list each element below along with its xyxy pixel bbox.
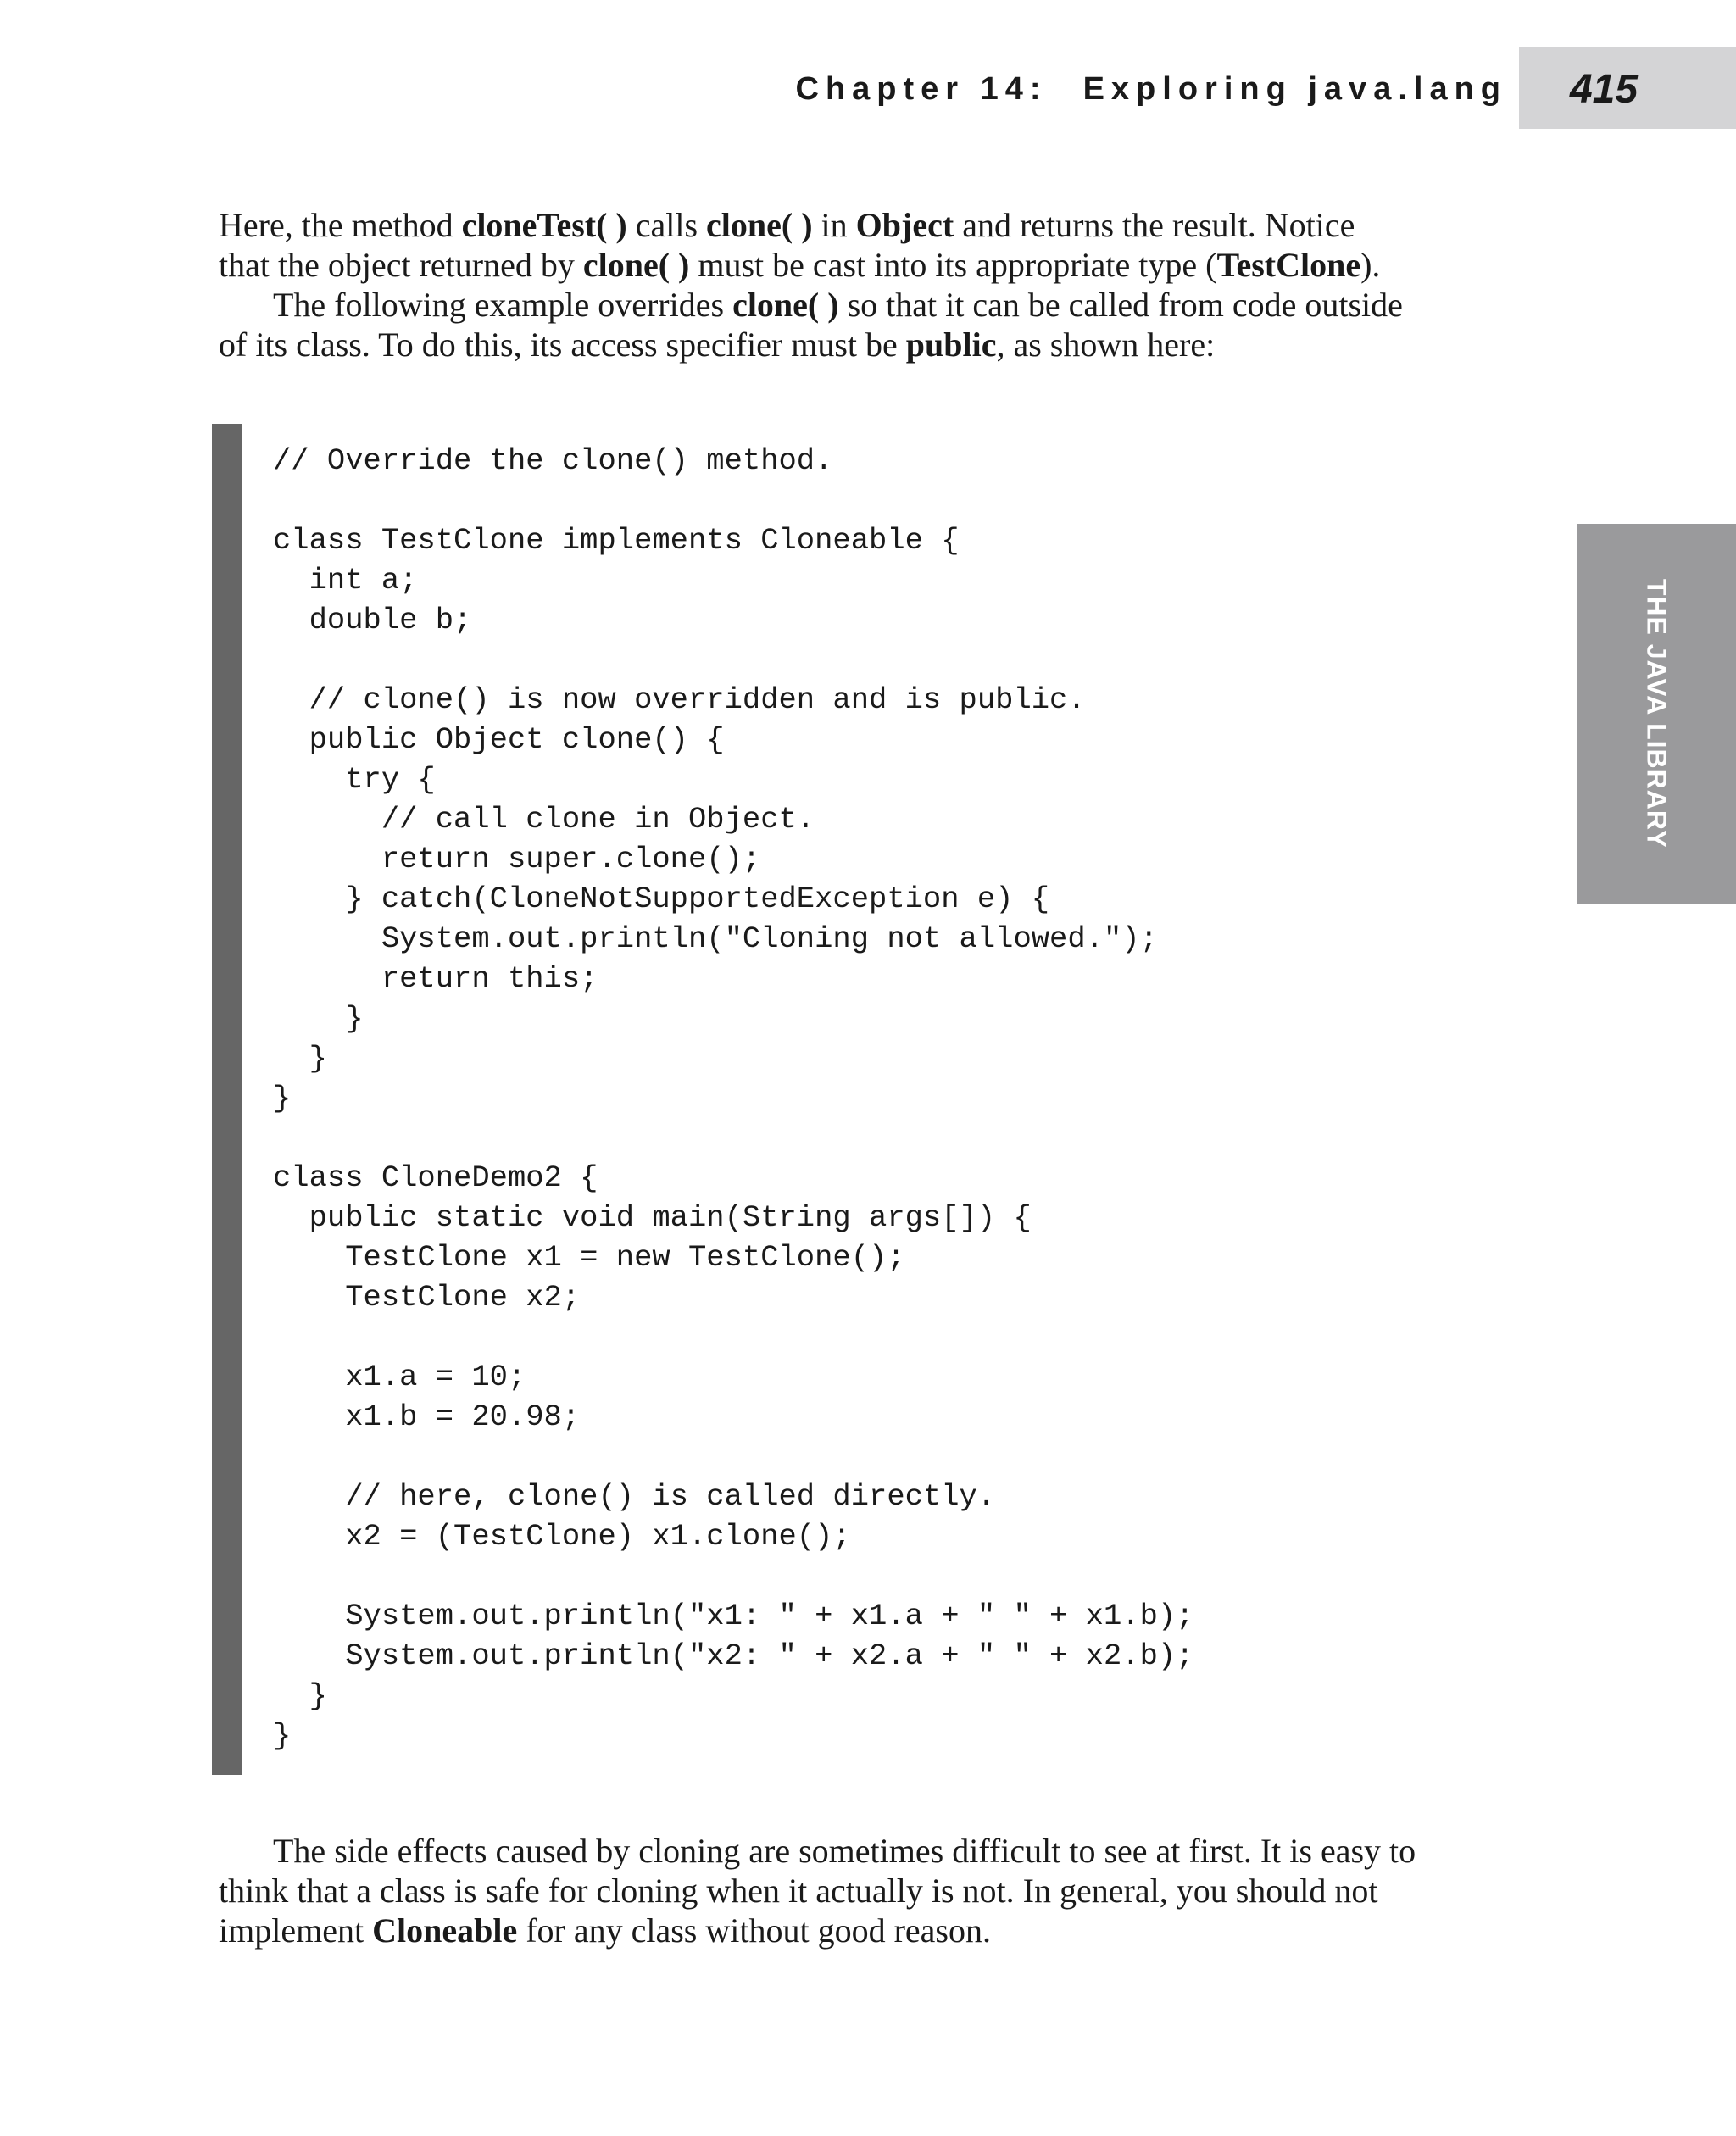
- bold-term: clone( ): [706, 206, 813, 244]
- code-line: public static void main(String args[]) {: [273, 1200, 1032, 1235]
- section-side-tab-label: THE JAVA LIBRARY: [1641, 578, 1672, 849]
- section-side-tab: [1577, 524, 1736, 904]
- code-line: System.out.println("x1: " + x1.a + " " + x1.b);: [273, 1599, 1194, 1633]
- intro-line-3: [219, 285, 1524, 325]
- code-line: public Object clone() {: [273, 722, 725, 757]
- code-line: System.out.println("x2: " + x2.a + " " + x2.b);: [273, 1638, 1194, 1673]
- code-line: }: [273, 1001, 364, 1036]
- code-line: int a;: [273, 563, 418, 598]
- page-number-box: [1519, 47, 1736, 129]
- intro-line-2: [219, 245, 1524, 285]
- text-run: implement: [219, 1911, 373, 1950]
- code-line: x2 = (TestClone) x1.clone();: [273, 1519, 851, 1554]
- code-line: System.out.println("Cloning not allowed.");: [273, 921, 1158, 956]
- bold-term: clone( ): [582, 246, 690, 284]
- code-line: [273, 1118, 1194, 1158]
- code-listing: [273, 441, 1194, 1755]
- text-run: , as shown here:: [996, 325, 1216, 364]
- code-line: x1.b = 20.98;: [273, 1399, 581, 1434]
- code-line: TestClone x2;: [273, 1280, 581, 1315]
- code-line: // call clone in Object.: [273, 802, 815, 837]
- bold-term: TestClone: [1216, 246, 1361, 284]
- bold-term: Cloneable: [372, 1911, 518, 1950]
- code-line: }: [273, 1678, 327, 1713]
- text-run: so that it can be called from code outside: [838, 286, 1403, 324]
- code-line: TestClone x1 = new TestClone();: [273, 1240, 905, 1275]
- text-run: think that a class is safe for cloning when it actually is not. In general, you should not: [219, 1872, 1378, 1910]
- intro-line-1: [219, 205, 1524, 245]
- text-run: of its class. To do this, its access specifier must be: [219, 325, 906, 364]
- closing-line-1: [219, 1831, 1524, 1871]
- closing-paragraph: [219, 1831, 1524, 1950]
- bold-term: cloneTest( ): [461, 206, 627, 244]
- bold-term: clone( ): [732, 286, 839, 324]
- chapter-heading: [796, 71, 1507, 108]
- text-run: The side effects caused by cloning are sometimes difficult to see at first. It is easy to: [273, 1832, 1416, 1870]
- intro-line-4: [219, 325, 1524, 364]
- code-line: double b;: [273, 603, 472, 637]
- closing-line-3: [219, 1911, 1524, 1950]
- code-line: [273, 481, 1194, 520]
- code-line: return this;: [273, 961, 598, 996]
- code-line: class TestClone implements Cloneable {: [273, 523, 960, 558]
- code-line: // here, clone() is called directly.: [273, 1479, 996, 1514]
- code-line: }: [273, 1041, 327, 1076]
- code-line: x1.a = 10;: [273, 1360, 526, 1394]
- code-line: class CloneDemo2 {: [273, 1160, 598, 1195]
- code-line: [273, 1556, 1194, 1596]
- code-listing-bar: [212, 424, 242, 1775]
- text-run: Here, the method: [219, 206, 462, 244]
- page-number: 415: [1569, 67, 1639, 112]
- code-line: return super.clone();: [273, 842, 761, 876]
- text-run: The following example overrides: [273, 286, 733, 324]
- chapter-title: Exploring java.lang: [1082, 71, 1507, 107]
- text-run: in: [812, 206, 856, 244]
- chapter-label: Chapter 14:: [795, 71, 1048, 107]
- code-line: // clone() is now overridden and is public.: [273, 682, 1086, 717]
- bold-term: public: [905, 325, 997, 364]
- code-line: [273, 640, 1194, 680]
- code-line: } catch(CloneNotSupportedException e) {: [273, 882, 1050, 916]
- text-run: that the object returned by: [219, 246, 583, 284]
- text-run: ).: [1360, 246, 1381, 284]
- code-line: [273, 1317, 1194, 1357]
- code-line: }: [273, 1081, 292, 1115]
- bold-term: Object: [855, 206, 954, 244]
- text-run: calls: [626, 206, 707, 244]
- text-run: for any class without good reason.: [517, 1911, 991, 1950]
- text-run: must be cast into its appropriate type (: [689, 246, 1217, 284]
- text-run: and returns the result. Notice: [954, 206, 1355, 244]
- intro-paragraph: [219, 205, 1524, 364]
- code-line: try {: [273, 762, 436, 797]
- code-line: [273, 1437, 1194, 1477]
- code-line: }: [273, 1718, 292, 1753]
- code-line: // Override the clone() method.: [273, 443, 833, 478]
- closing-line-2: [219, 1871, 1524, 1911]
